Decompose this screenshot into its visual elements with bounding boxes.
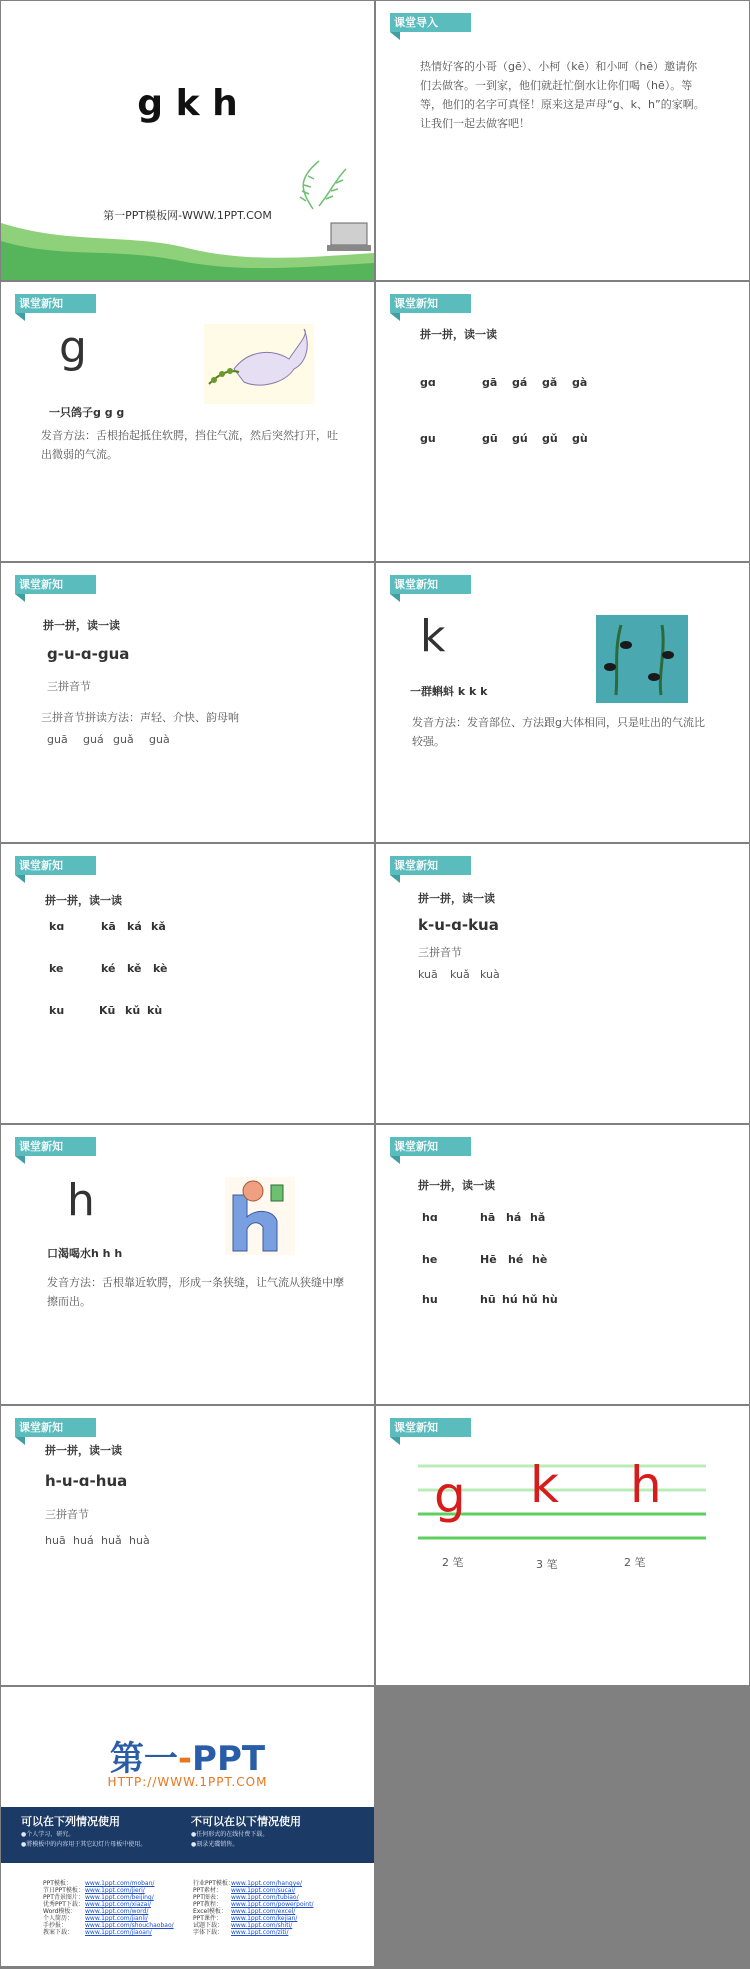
cannot-use-item: ●刻录光碟销售。 — [191, 1841, 239, 1848]
section-tag: 课堂导入 — [390, 13, 471, 32]
syllable-tone: gá — [512, 376, 528, 389]
syllable-tone: kǎ — [151, 920, 166, 933]
link[interactable]: www.1ppt.com/moban/ — [85, 1880, 155, 1887]
slide-intro — [376, 1, 749, 280]
dove-illustration — [204, 324, 314, 404]
writing-letter-h: h — [630, 1456, 662, 1514]
link[interactable]: www.1ppt.com/jiaoan/ — [85, 1929, 152, 1936]
logo-en: PPT — [192, 1739, 266, 1779]
slide-credits — [1, 1687, 374, 1966]
syllable-tone: huà — [129, 1534, 150, 1547]
writing-letter-g: g — [434, 1466, 466, 1524]
syllable-tone: huá — [73, 1534, 94, 1547]
link-label: PPT图表： — [193, 1894, 222, 1901]
syllable-tone: gà — [572, 376, 588, 389]
link-label: 个人简历： — [43, 1915, 74, 1922]
slide-k-practice — [1, 844, 374, 1123]
syllable-type: 三拼音节 — [418, 946, 462, 959]
syllable-tone: hù — [542, 1293, 558, 1306]
syllable-formula: h-u-ɑ-hua — [45, 1472, 128, 1490]
syllable-tone: hǔ — [522, 1293, 538, 1306]
link-row — [43, 1901, 193, 1908]
syllable-tone: hè — [532, 1253, 548, 1266]
syllable-tone: guà — [149, 733, 170, 746]
link-row — [43, 1894, 193, 1901]
syllable-tone: gú — [512, 432, 528, 445]
syllable-tone: gū — [482, 432, 498, 445]
syllable-formula: g-u-ɑ-gua — [47, 645, 130, 663]
slide-gua — [1, 563, 374, 842]
usage-panel — [1, 1807, 374, 1863]
link-label: 试题下载： — [193, 1922, 224, 1929]
link-label: Word模板： — [43, 1908, 77, 1915]
link-row — [43, 1922, 193, 1929]
letter-h: h — [67, 1175, 95, 1226]
syllable-tone: hū — [480, 1293, 496, 1306]
syllable-tone: hé — [508, 1253, 524, 1266]
letter-g: g — [59, 322, 87, 373]
link-label: 手抄报： — [43, 1922, 68, 1929]
link[interactable]: www.1ppt.com/jieri/ — [85, 1887, 145, 1894]
syllable-tone: huā — [45, 1534, 66, 1547]
link-row — [43, 1929, 193, 1936]
slide-kua — [376, 844, 749, 1123]
practice-heading: 拼一拼，读一读 — [420, 328, 497, 341]
slide-letter-h — [1, 1125, 374, 1404]
practice-heading: 拼一拼，读一读 — [43, 619, 120, 632]
pronunciation-method: 发音方法：舌根靠近软腭，形成一条狭缝，让气流从狭缝中摩擦而出。 — [47, 1276, 344, 1308]
slide-g-practice — [376, 282, 749, 561]
syllable-tone: gā — [482, 376, 498, 389]
link[interactable]: www.1ppt.com/beijing/ — [85, 1894, 154, 1901]
link[interactable]: www.1ppt.com/shiti/ — [231, 1922, 293, 1929]
section-tag: 课堂新知 — [390, 1137, 471, 1156]
can-use-title: 可以在下列情况使用 — [21, 1815, 120, 1828]
link-row — [193, 1915, 363, 1922]
link-label: 字体下载： — [193, 1929, 224, 1936]
link-label: PPT素材： — [193, 1887, 222, 1894]
pronunciation-method: 发音方法：发音部位、方法跟g大体相同，只是吐出的气流比较强。 — [412, 716, 705, 748]
can-use-item: ●个人学习、研究。 — [21, 1831, 75, 1838]
link[interactable]: www.1ppt.com/tubiao/ — [231, 1894, 299, 1901]
syllable-tone: hú — [502, 1293, 518, 1306]
letter-k: k — [420, 611, 446, 662]
link[interactable]: www.1ppt.com/excel/ — [231, 1908, 296, 1915]
syllable-tone: guǎ — [113, 733, 134, 746]
slide-h-practice — [376, 1125, 749, 1404]
logo — [1, 1731, 374, 1780]
syllable-tone: kā — [101, 920, 116, 933]
link-label: 优秀PPT下载： — [43, 1901, 84, 1908]
syllable-tone: gǎ — [542, 376, 558, 389]
section-tag: 课堂新知 — [15, 294, 96, 313]
logo-dash: - — [177, 1739, 193, 1779]
slide-writing — [376, 1406, 749, 1685]
syllable-tone: ké — [101, 962, 116, 975]
link[interactable]: www.1ppt.com/hangye/ — [231, 1880, 302, 1887]
link-row — [193, 1929, 363, 1936]
link-label: PPT教程： — [193, 1901, 222, 1908]
link[interactable]: www.1ppt.com/shouchaobao/ — [85, 1922, 174, 1929]
link-row — [193, 1894, 363, 1901]
section-tag: 课堂新知 — [390, 294, 471, 313]
can-use-item: ●將模板中的内容用于其它幻灯片母板中使用。 — [21, 1841, 147, 1848]
link-row — [43, 1908, 193, 1915]
h-character-illustration — [225, 1177, 295, 1255]
link[interactable]: www.1ppt.com/word/ — [85, 1908, 149, 1915]
slide-subtitle: 第一PPT模板网-WWW.1PPT.COM — [103, 209, 272, 222]
syllable-tone: kè — [153, 962, 168, 975]
syllable-type: 三拼音节 — [47, 680, 91, 693]
logo-url: HTTP://WWW.1PPT.COM — [107, 1775, 268, 1789]
link[interactable]: www.1ppt.com/jianli/ — [85, 1915, 148, 1922]
link-row — [43, 1880, 193, 1887]
practice-heading: 拼一拼，读一读 — [418, 892, 495, 905]
section-tag: 课堂新知 — [390, 575, 471, 594]
syllable-tone: guā — [47, 733, 68, 746]
leaf-icon — [300, 161, 346, 209]
syllable-base: kɑ — [49, 920, 65, 933]
link-row — [193, 1922, 363, 1929]
slide-title — [1, 1, 374, 280]
section-tag: 课堂新知 — [15, 856, 96, 875]
syllable-tone: kù — [147, 1004, 163, 1017]
links-right — [193, 1880, 363, 1936]
link-label: 节日PPT模板： — [43, 1887, 84, 1894]
cannot-use-item: ●任何形式的在线付费下载。 — [191, 1831, 269, 1838]
logo-cn: 第一 — [109, 1739, 178, 1779]
syllable-tone: Hē — [480, 1253, 497, 1266]
section-tag: 课堂新知 — [15, 1418, 96, 1437]
letter-caption: 一只鸽子g g g — [49, 406, 125, 419]
link-label: PPT背景图片： — [43, 1894, 84, 1901]
letter-caption: 口渴喝水h h h — [47, 1247, 123, 1260]
syllable-formula: k-u-ɑ-kua — [418, 916, 499, 934]
writing-lines — [376, 1406, 749, 1685]
syllable-base: hɑ — [422, 1211, 438, 1224]
link-row — [193, 1908, 363, 1915]
link[interactable]: www.1ppt.com/sucai/ — [231, 1887, 296, 1894]
syllable-tone: guá — [83, 733, 104, 746]
green-wave-decoration — [1, 1, 374, 280]
syllable-base: he — [422, 1253, 438, 1266]
syllable-base: ke — [49, 962, 64, 975]
syllable-tone: kǔ — [125, 1004, 141, 1017]
practice-heading: 拼一拼，读一读 — [45, 1444, 122, 1457]
pronunciation-method: 发音方法：舌根抬起抵住软腭，挡住气流，然后突然打开，吐出微弱的气流。 — [41, 429, 338, 461]
slide-letter-k — [376, 563, 749, 842]
syllable-base: hu — [422, 1293, 438, 1306]
link-label: 教案下载： — [43, 1929, 74, 1936]
practice-heading: 拼一拼，读一读 — [45, 894, 122, 907]
syllable-tone: gǔ — [542, 432, 558, 445]
syllable-tone: kě — [127, 962, 142, 975]
section-tag: 课堂新知 — [15, 575, 96, 594]
syllable-type: 三拼音节 — [45, 1508, 89, 1521]
syllable-base: ku — [49, 1004, 65, 1017]
syllable-tone: ká — [127, 920, 142, 933]
syllable-tone: kuǎ — [450, 968, 470, 981]
syllable-tone: huǎ — [101, 1534, 122, 1547]
link[interactable]: www.1ppt.com/powerpoint/ — [231, 1901, 314, 1908]
stroke-count-g: 2 笔 — [442, 1556, 464, 1569]
syllable-tone: hǎ — [530, 1211, 546, 1224]
section-tag: 课堂新知 — [390, 1418, 471, 1437]
slide-hua — [1, 1406, 374, 1685]
slide-letter-g — [1, 282, 374, 561]
link[interactable]: www.1ppt.com/ziti/ — [231, 1929, 289, 1936]
link-row — [193, 1901, 363, 1908]
link-label: 行业PPT模板： — [193, 1880, 234, 1887]
syllable-tone: kuā — [418, 968, 438, 981]
syllable-tone: Kū — [99, 1004, 116, 1017]
syllable-tone: hā — [480, 1211, 496, 1224]
section-tag: 课堂新知 — [390, 856, 471, 875]
links-left — [43, 1880, 193, 1936]
stroke-count-h: 2 笔 — [624, 1556, 646, 1569]
section-tag: 课堂新知 — [15, 1137, 96, 1156]
link-row — [43, 1915, 193, 1922]
syllable-tone: gù — [572, 432, 588, 445]
syllable-tone: kuà — [480, 968, 500, 981]
link-label: PPT模板： — [43, 1880, 72, 1887]
cannot-use-title: 不可以在以下情况使用 — [191, 1815, 301, 1828]
practice-heading: 拼一拼，读一读 — [418, 1179, 495, 1192]
method-text: 三拼音节拼读方法：声轻、介快、韵母响 — [41, 711, 239, 724]
link-label: Excel模板： — [193, 1908, 227, 1915]
syllable-base: gɑ — [420, 376, 436, 389]
link[interactable]: www.1ppt.com/xiazai/ — [85, 1901, 152, 1908]
tadpole-illustration — [596, 615, 688, 703]
link-label: PPT课件： — [193, 1915, 222, 1922]
link-row — [193, 1880, 363, 1887]
link-row — [43, 1887, 193, 1894]
intro-paragraph: 热情好客的小哥（gē）、小柯（kē）和小呵（hē）邀请你们去做客。一到家，他们就赶忙倒水让你们喝（hē）。等等，他们的名字可真怪！原来这是声母“g、k、h”的家啊。让我们一起去做客吧！ — [420, 60, 705, 130]
syllable-base: gu — [420, 432, 436, 445]
stroke-count-k: 3 笔 — [536, 1558, 558, 1571]
link-row — [193, 1887, 363, 1894]
writing-letter-k: k — [530, 1456, 559, 1514]
letter-caption: 一群蝌蚪 k k k — [410, 685, 488, 698]
link[interactable]: www.1ppt.com/kejian/ — [231, 1915, 298, 1922]
laptop-icon — [327, 223, 371, 251]
syllable-tone: há — [506, 1211, 522, 1224]
slide-title-text: g k h — [137, 83, 238, 124]
